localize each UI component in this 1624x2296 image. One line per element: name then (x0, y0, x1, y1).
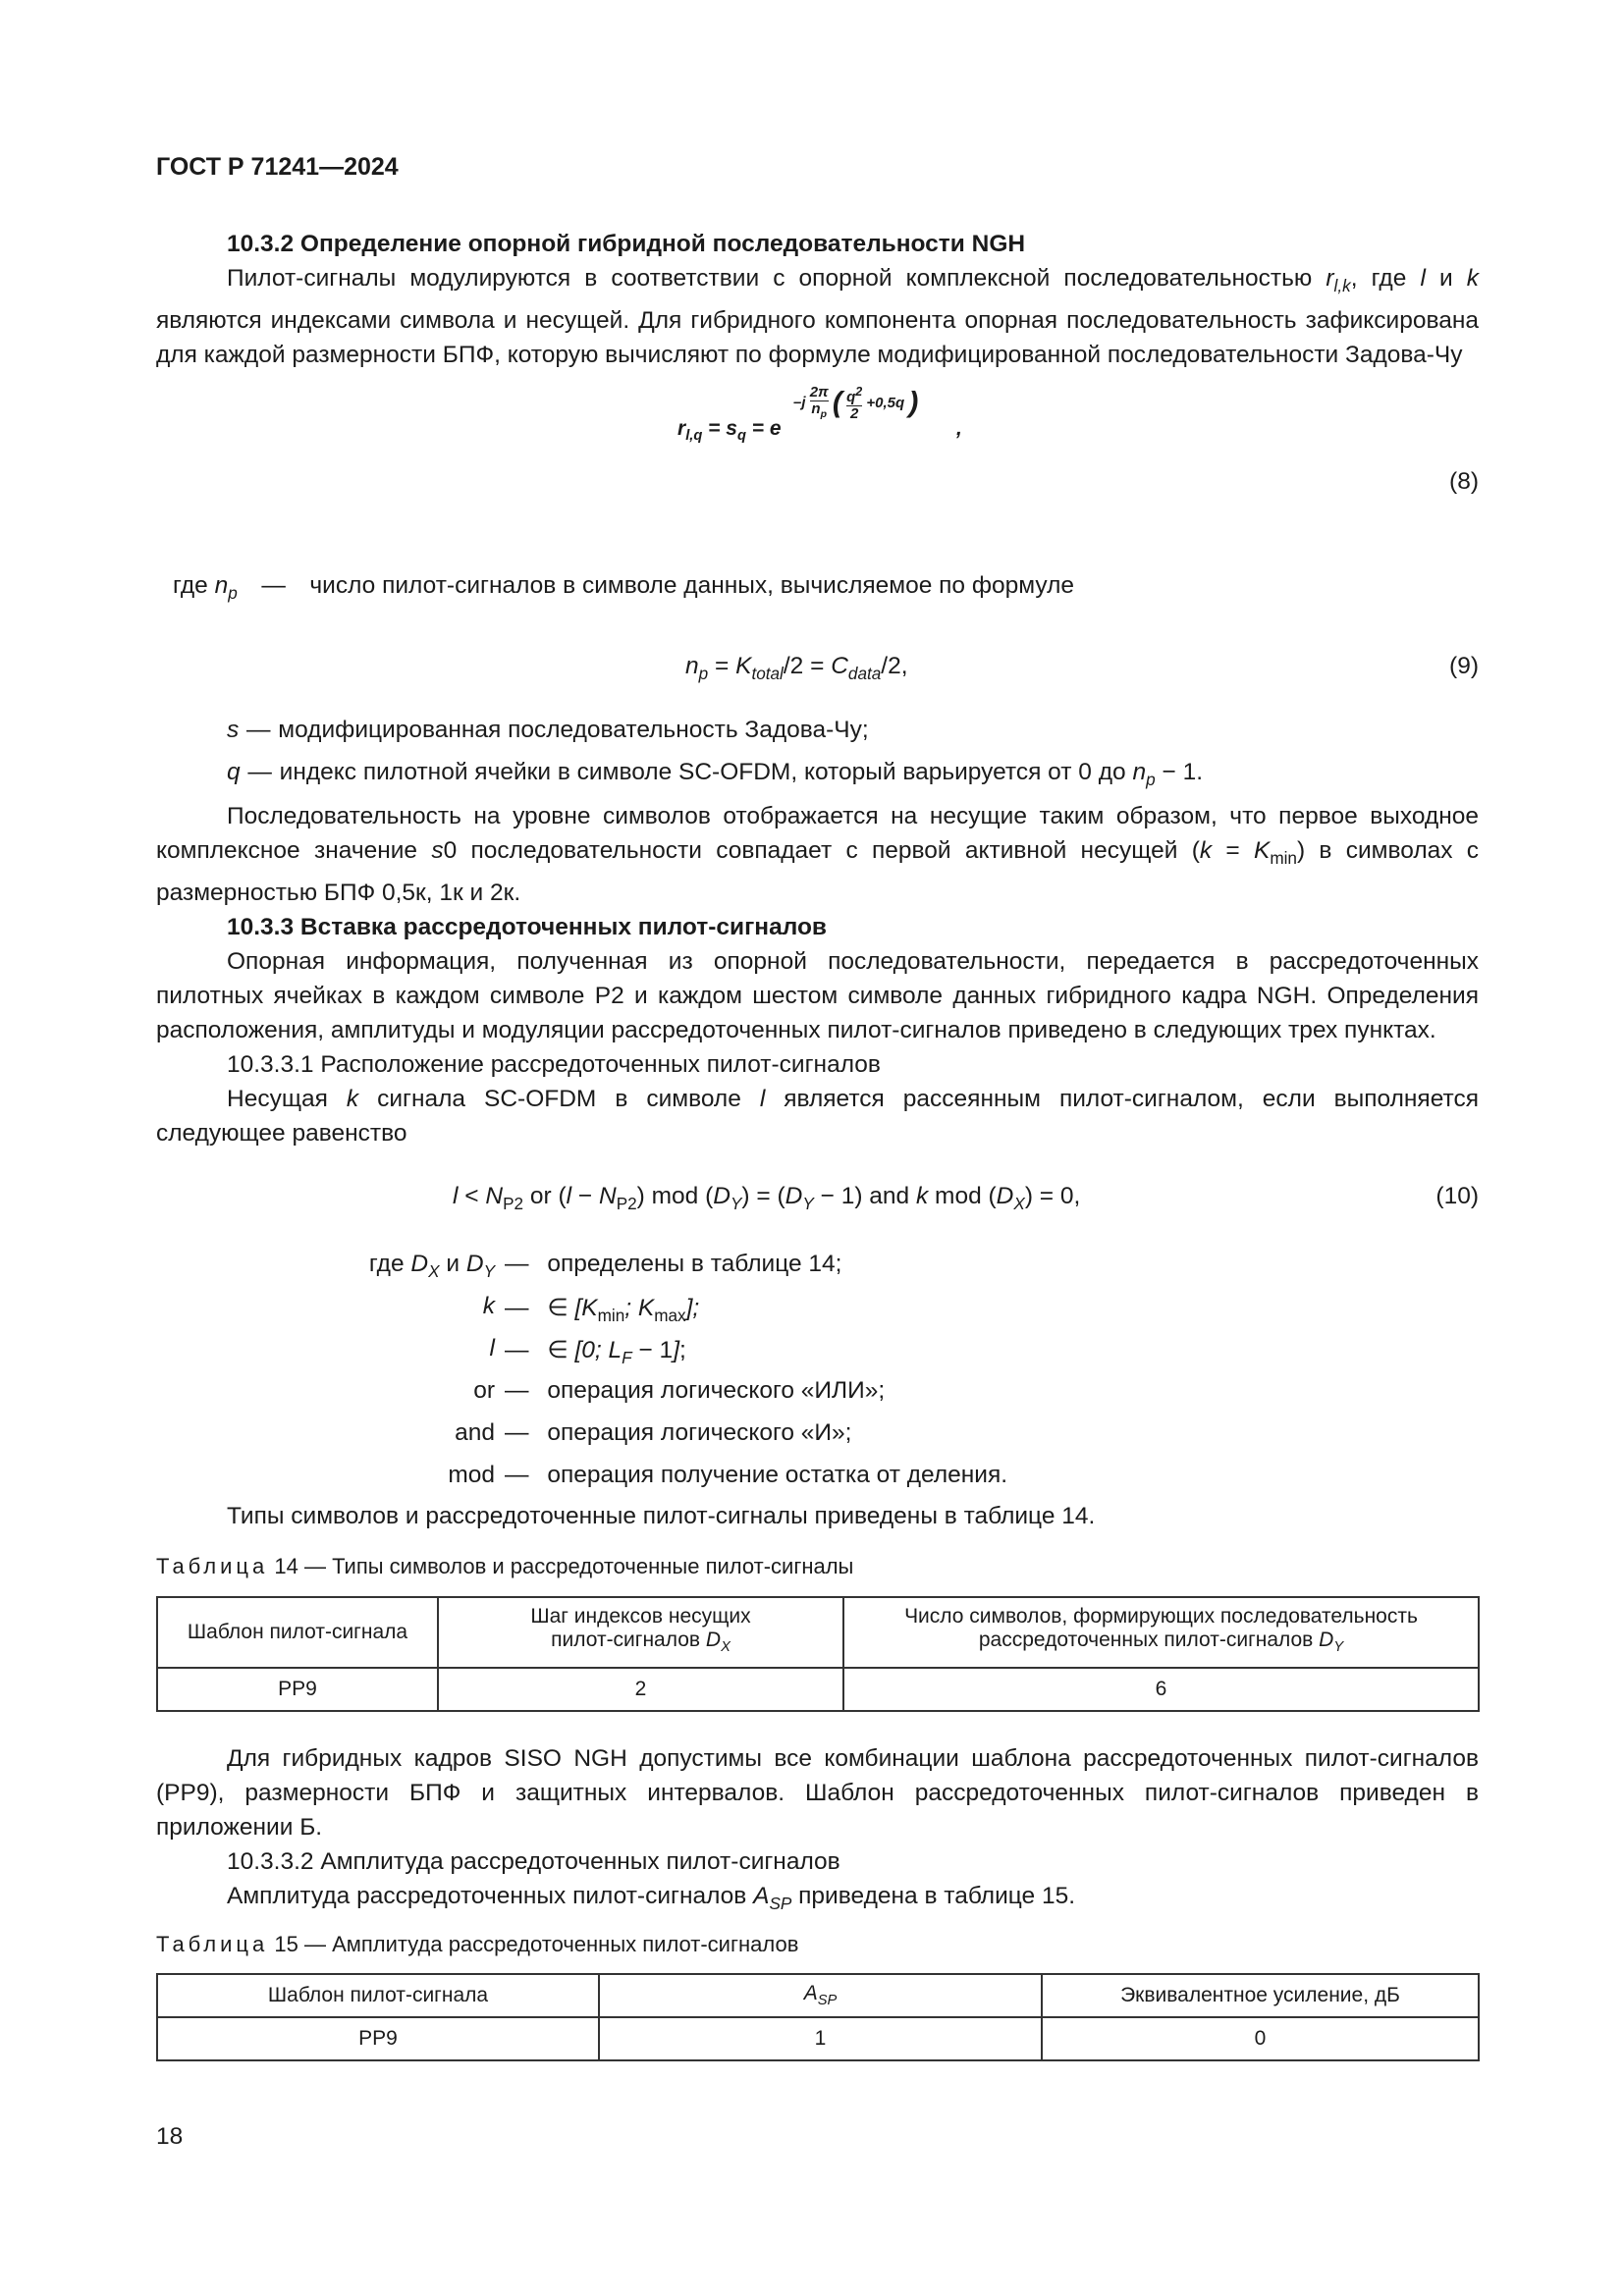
definition-q: q — индекс пилотной ячейки в символе SC-OFDM, который варьируется от 0 до $n_p - 1$. (227, 759, 1204, 789)
definition-symbol: and (455, 1419, 495, 1446)
paragraph: Несущая k сигнала SC-OFDM в символе l является рассеянным пилот-сигналом, если выполняется следующее равенство (156, 1085, 1479, 1147)
table-header-cell: Эквивалентное усиление, дБ (1042, 1974, 1479, 2017)
table-14 (156, 1596, 1480, 1712)
table-14-reference: Типы символов и рассредоточенные пилот-сигналы приведены в таблице 14. (227, 1503, 1096, 1529)
table-cell: 1 (599, 2017, 1042, 2060)
table-header-row (157, 1597, 1479, 1668)
definition-symbol: k (482, 1293, 495, 1319)
equation-10-number: (10) (1435, 1183, 1479, 1209)
definition-np: где $n_p$ — число пилот-сигналов в символе данных, вычисляемое по формуле (173, 572, 1075, 603)
table-header-cell: Число символов, формирующих последовательность рассредоточенных пилот-сигналов $D_Y$ (843, 1597, 1479, 1668)
definition-text: — определены в таблице 14; (505, 1251, 842, 1277)
definition-symbol: где $D_X$ и $D_Y$ (368, 1251, 495, 1281)
definition-symbol: or (473, 1377, 495, 1404)
section-title: 10.3.3 Вставка рассредоточенных пилот-сигналов (227, 913, 827, 940)
table-cell: 0 (1042, 2017, 1479, 2060)
table-14-caption: Таблица 14 — Типы символов и рассредоточенные пилот-сигналы (156, 1554, 854, 1578)
section-10-3-3 (156, 799, 1479, 1150)
definition-text: — операция получение остатка от деления. (505, 1462, 1008, 1488)
table-cell: PP9 (157, 1668, 438, 1711)
equation-9: $n_p = K_{total}/2 = C_{data}/2$, (685, 653, 908, 683)
table-header-cell: $A_{SP}$ (599, 1974, 1042, 2017)
section-10-3-2 (156, 227, 1479, 372)
paragraph: Амплитуда рассредоточенных пилот-сигналов $A_{SP}$ приведена в таблице 15. (227, 1883, 1076, 1913)
definition-symbol: l (489, 1335, 495, 1362)
equation-8-number: (8) (1449, 468, 1479, 495)
table-row (157, 1668, 1479, 1711)
table-cell: 6 (843, 1668, 1479, 1711)
definition-text: — операция логического «ИЛИ»; (505, 1377, 886, 1404)
section-10-3-3-2 (156, 1741, 1479, 1921)
definition-text: — ∈ [$K_{min}$; $K_{max}$]; (505, 1295, 700, 1325)
definition-s: s — модифицированная последовательность Задова-Чу; (227, 717, 869, 743)
table-15 (156, 1973, 1480, 2061)
table-header-cell: Шаг индексов несущих пилот-сигналов $D_X$ (438, 1597, 843, 1668)
definition-text: — ∈ [0; $L_F - 1$]; (505, 1337, 686, 1367)
subsection-title: 10.3.3.1 Расположение рассредоточенных пилот-сигналов (227, 1050, 881, 1078)
table-cell: PP9 (157, 2017, 599, 2060)
document-header: ГОСТ Р 71241—2024 (156, 153, 399, 181)
equation-10: $l < N_{P2}$ or $(l - N_{P2})$ mod $(D_Y) = (D_Y - 1)$ and k mod $(D_X) = 0$, (453, 1183, 1081, 1213)
table-cell: 2 (438, 1668, 843, 1711)
paragraph: Пилот-сигналы модулируются в соответствии с опорной комплексной последовательностью $r_{l,k}$, где l и k являются индексами символа и несущей. Для гибридного компонента опорная последовательность зафиксирована для каждой размерности БПФ, которую вычисляют по формуле модифицированной последовательности Задова-Чу (156, 265, 1479, 368)
definition-text: — операция логического «И»; (505, 1419, 852, 1446)
table-row (157, 2017, 1479, 2060)
section-title: 10.3.2 Определение опорной гибридной последовательности NGH (227, 231, 1026, 257)
page-number: 18 (156, 2123, 184, 2150)
definition-symbol: mod (448, 1462, 495, 1488)
table-header-cell: Шаблон пилот-сигнала (157, 1974, 599, 2017)
paragraph: Опорная информация, полученная из опорной последовательности, передается в рассредоточенных пилотных ячейках в каждом символе Р2 и каждом шестом символе данных гибридного кадра NGH. Определения расположения, амплитуды и модуляции рассредоточенных пилот-сигналов приведено в следующих трех пунктах. (156, 947, 1479, 1043)
subsection-title: 10.3.3.2 Амплитуда рассредоточенных пилот-сигналов (227, 1848, 840, 1875)
equation-8: $r_{l,q} = s_q = e$ –j $\frac{2\pi}{n_p}$ ( $\frac{q^2}{2}$ +0,5q ) , (677, 383, 962, 445)
table-15-caption: Таблица 15 — Амплитуда рассредоточенных пилот-сигналов (156, 1932, 799, 1956)
table-header-row (157, 1974, 1479, 2017)
table-header-cell: Шаблон пилот-сигнала (157, 1597, 438, 1668)
paragraph: Для гибридных кадров SISO NGH допустимы все комбинации шаблона рассредоточенных пилот-сигналов (PP9), размерности БПФ и защитных интервалов. Шаблон рассредоточенных пилот-сигналов приведен в приложении Б. (156, 1745, 1479, 1841)
paragraph: Последовательность на уровне символов отображается на несущие таким образом, что первое выходное комплексное значение s0 последовательности совпадает с первой активной несущей $(k = K_{min})$ в символах с размерностью БПФ 0,5к, 1к и 2к. (156, 803, 1480, 906)
equation-9-number: (9) (1449, 653, 1479, 679)
